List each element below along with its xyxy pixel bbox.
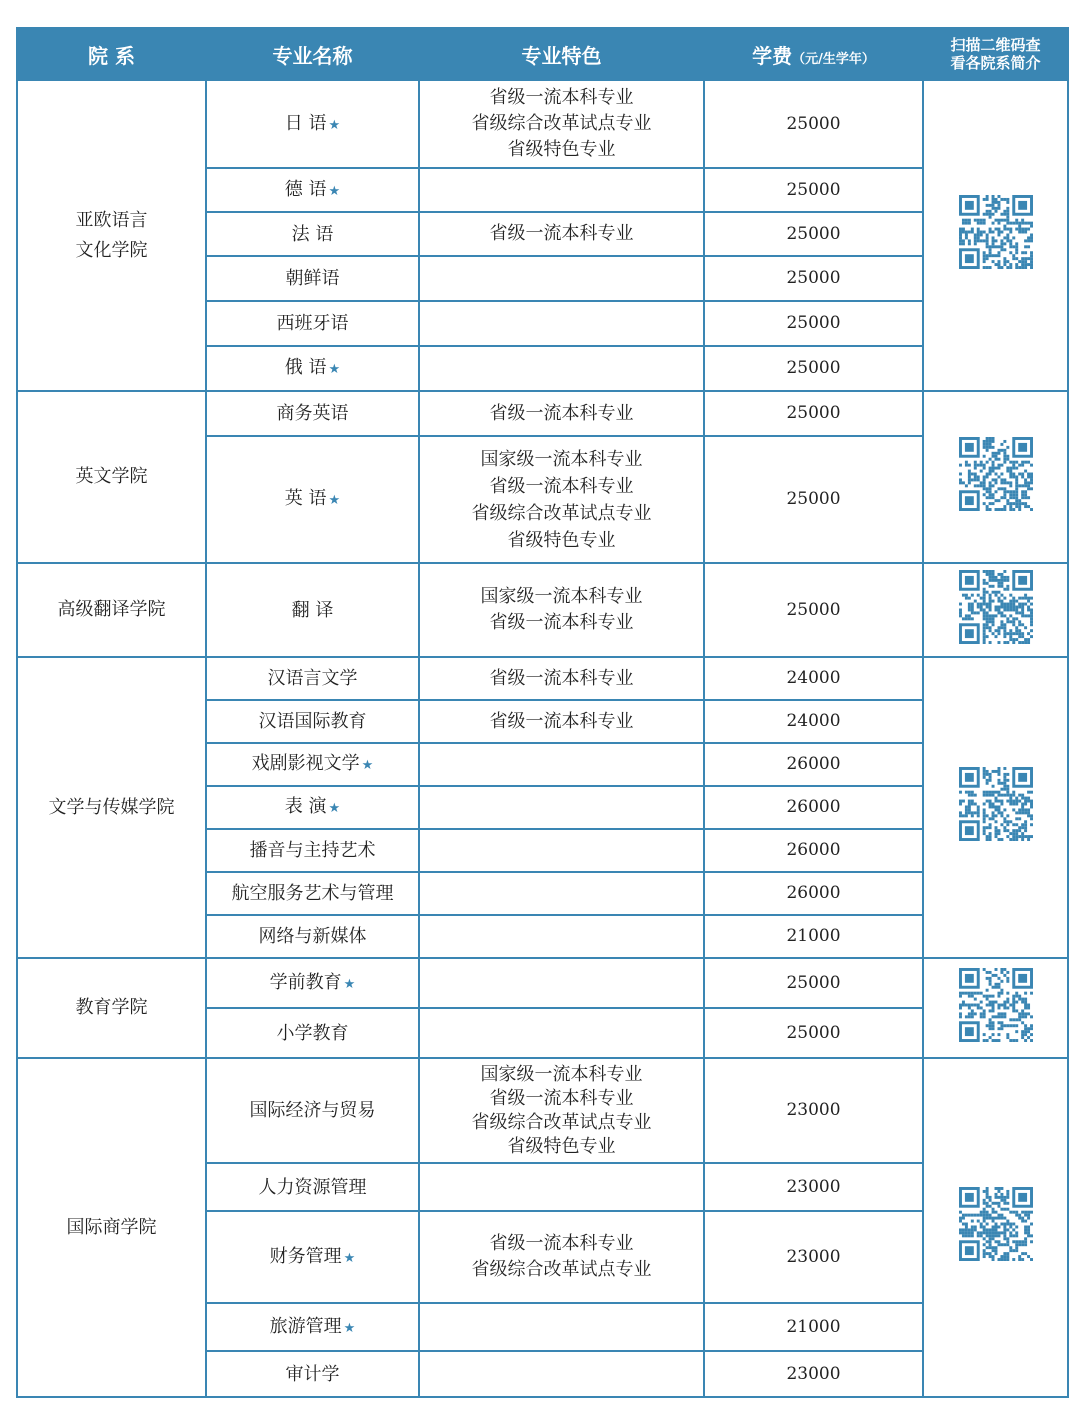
table-row [17, 657, 1068, 700]
major-name: 人力资源管理 [258, 1176, 367, 1198]
fee-cell: 23000 [704, 1058, 923, 1163]
major-cell [206, 743, 419, 786]
feature-cell [419, 1163, 704, 1211]
major-cell [206, 872, 419, 915]
header-feature: 专业特色 [419, 28, 704, 80]
fee-cell: 23000 [704, 1211, 923, 1303]
feature-cell [419, 829, 704, 872]
major-name: 德 语 [284, 178, 327, 200]
major-name: 财务管理 [269, 1245, 342, 1267]
feature-cell [419, 1211, 704, 1303]
feature-cell [419, 915, 704, 958]
fee-cell: 23000 [704, 1163, 923, 1211]
star-icon: ★ [343, 1250, 356, 1266]
major-cell [206, 256, 419, 301]
major-name: 俄 语 [284, 357, 327, 378]
feature-line: 省级一流本科专业 [489, 475, 634, 497]
fee-cell: 24000 [704, 657, 923, 700]
fee-cell: 24000 [704, 700, 923, 743]
fee-cell: 25000 [704, 212, 923, 256]
feature-cell [419, 212, 704, 256]
header-qr-line1: 扫描二维码查 [950, 36, 1041, 54]
college-name-line: 文化学院 [75, 239, 148, 261]
major-cell [206, 958, 419, 1008]
feature-line: 省级一流本科专业 [489, 402, 634, 424]
star-icon: ★ [328, 362, 341, 377]
feature-line: 省级综合改革试点专业 [471, 502, 652, 524]
star-icon: ★ [343, 976, 356, 992]
header-college: 院 系 [17, 28, 206, 80]
qr-cell [923, 1058, 1068, 1397]
major-cell [206, 700, 419, 743]
fee-cell: 26000 [704, 786, 923, 829]
feature-line: 省级特色专业 [507, 139, 616, 160]
fee-cell: 21000 [704, 915, 923, 958]
major-cell [206, 786, 419, 829]
major-cell [206, 1211, 419, 1303]
feature-cell [419, 1008, 704, 1058]
major-name: 戏剧影视文学 [251, 753, 360, 774]
major-cell [206, 436, 419, 563]
major-cell [206, 168, 419, 212]
header-fee-unit: （元/生学年） [792, 51, 875, 67]
feature-line: 省级一流本科专业 [489, 710, 634, 732]
college-name-line: 高级翻译学院 [57, 599, 166, 620]
feature-line: 省级一流本科专业 [489, 667, 634, 689]
qr-code-icon[interactable] [959, 1187, 1033, 1261]
fee-cell: 25000 [704, 168, 923, 212]
major-name: 西班牙语 [276, 313, 349, 334]
feature-line: 省级一流本科专业 [489, 223, 634, 244]
feature-cell [419, 563, 704, 657]
fee-cell: 25000 [704, 958, 923, 1008]
star-icon: ★ [361, 758, 374, 773]
feature-cell [419, 743, 704, 786]
major-cell [206, 212, 419, 256]
fee-cell: 26000 [704, 829, 923, 872]
major-cell [206, 80, 419, 168]
feature-line: 省级一流本科专业 [489, 1087, 634, 1109]
fee-cell: 25000 [704, 1008, 923, 1058]
major-name: 航空服务艺术与管理 [231, 883, 394, 904]
major-name: 国际经济与贸易 [249, 1100, 376, 1121]
college-cell [17, 80, 206, 391]
feature-cell [419, 436, 704, 563]
major-name: 表 演 [284, 796, 327, 817]
feature-cell [419, 346, 704, 391]
major-name: 法 语 [291, 223, 334, 245]
major-cell [206, 1351, 419, 1397]
feature-line: 省级一流本科专业 [489, 612, 634, 633]
fee-cell: 21000 [704, 1303, 923, 1351]
tuition-table-container [16, 27, 1067, 1398]
qr-code-icon[interactable] [959, 437, 1033, 511]
star-icon: ★ [328, 117, 341, 133]
major-name: 审计学 [285, 1363, 340, 1385]
feature-cell [419, 80, 704, 168]
feature-line: 省级一流本科专业 [489, 87, 634, 108]
table-header-row [17, 28, 1068, 80]
table-row [17, 1058, 1068, 1163]
major-name: 播音与主持艺术 [249, 840, 376, 861]
major-cell [206, 1163, 419, 1211]
major-cell [206, 346, 419, 391]
feature-cell [419, 256, 704, 301]
feature-cell [419, 786, 704, 829]
major-name: 日 语 [284, 112, 327, 134]
fee-cell: 26000 [704, 743, 923, 786]
star-icon: ★ [328, 801, 341, 816]
college-name-line: 国际商学院 [66, 1216, 157, 1238]
qr-cell [923, 958, 1068, 1058]
major-cell [206, 301, 419, 346]
table-row [17, 958, 1068, 1008]
major-cell [206, 829, 419, 872]
qr-cell [923, 563, 1068, 657]
feature-line: 省级综合改革试点专业 [471, 113, 652, 134]
fee-cell: 23000 [704, 1351, 923, 1397]
feature-cell [419, 958, 704, 1008]
fee-cell: 26000 [704, 872, 923, 915]
fee-cell: 25000 [704, 563, 923, 657]
header-major: 专业名称 [206, 28, 419, 80]
major-name: 商务英语 [276, 403, 349, 424]
header-fee-label: 学费 [752, 43, 793, 68]
feature-cell [419, 1351, 704, 1397]
fee-cell: 25000 [704, 391, 923, 436]
major-name: 翻 译 [291, 599, 334, 621]
qr-code-icon[interactable] [959, 195, 1033, 269]
qr-cell [923, 80, 1068, 391]
feature-line: 省级综合改革试点专业 [471, 1259, 652, 1280]
feature-line: 国家级一流本科专业 [480, 448, 643, 470]
fee-cell: 25000 [704, 436, 923, 563]
college-name-line: 文学与传媒学院 [48, 796, 175, 818]
major-name: 汉语国际教育 [258, 711, 367, 732]
feature-line: 省级综合改革试点专业 [471, 1111, 652, 1133]
feature-cell [419, 1058, 704, 1163]
college-cell [17, 657, 206, 958]
major-name: 网络与新媒体 [258, 926, 367, 947]
feature-cell [419, 301, 704, 346]
feature-line: 国家级一流本科专业 [480, 1063, 643, 1085]
college-cell [17, 958, 206, 1058]
college-cell [17, 563, 206, 657]
major-name: 小学教育 [276, 1022, 349, 1044]
star-icon: ★ [328, 183, 341, 199]
fee-cell: 25000 [704, 80, 923, 168]
fee-cell: 25000 [704, 346, 923, 391]
star-icon: ★ [328, 493, 341, 508]
major-cell [206, 1008, 419, 1058]
header-fee [704, 28, 923, 80]
feature-cell [419, 657, 704, 700]
fee-cell: 25000 [704, 256, 923, 301]
major-name: 英 语 [284, 488, 327, 509]
college-name-line: 教育学院 [75, 997, 148, 1018]
college-name-line: 亚欧语言 [75, 209, 148, 231]
qr-cell [923, 391, 1068, 563]
college-cell [17, 1058, 206, 1397]
feature-line: 省级一流本科专业 [489, 1233, 634, 1254]
qr-code-icon[interactable] [959, 767, 1033, 841]
college-name-line: 英文学院 [75, 466, 148, 487]
major-cell [206, 1058, 419, 1163]
star-icon: ★ [343, 1320, 356, 1336]
feature-cell [419, 168, 704, 212]
feature-cell [419, 700, 704, 743]
major-name: 汉语言文学 [267, 668, 358, 689]
feature-line: 省级特色专业 [507, 1135, 616, 1157]
major-cell [206, 915, 419, 958]
feature-line: 省级特色专业 [507, 529, 616, 551]
feature-cell [419, 1303, 704, 1351]
major-cell [206, 563, 419, 657]
feature-line: 国家级一流本科专业 [480, 586, 643, 607]
feature-cell [419, 872, 704, 915]
feature-cell [419, 391, 704, 436]
table-body [17, 80, 1068, 1397]
major-name: 朝鲜语 [285, 268, 340, 289]
major-name: 旅游管理 [269, 1315, 342, 1337]
qr-cell [923, 657, 1068, 958]
table-row [17, 80, 1068, 168]
header-qr-line2: 看各院系简介 [950, 54, 1041, 72]
fee-cell: 25000 [704, 301, 923, 346]
tuition-table [16, 27, 1069, 1398]
table-row [17, 391, 1068, 436]
major-cell [206, 657, 419, 700]
major-cell [206, 391, 419, 436]
table-row [17, 563, 1068, 657]
qr-code-icon[interactable] [959, 968, 1033, 1042]
header-qr [923, 28, 1068, 80]
qr-code-icon[interactable] [959, 570, 1033, 644]
major-cell [206, 1303, 419, 1351]
college-cell [17, 391, 206, 563]
major-name: 学前教育 [269, 971, 342, 993]
